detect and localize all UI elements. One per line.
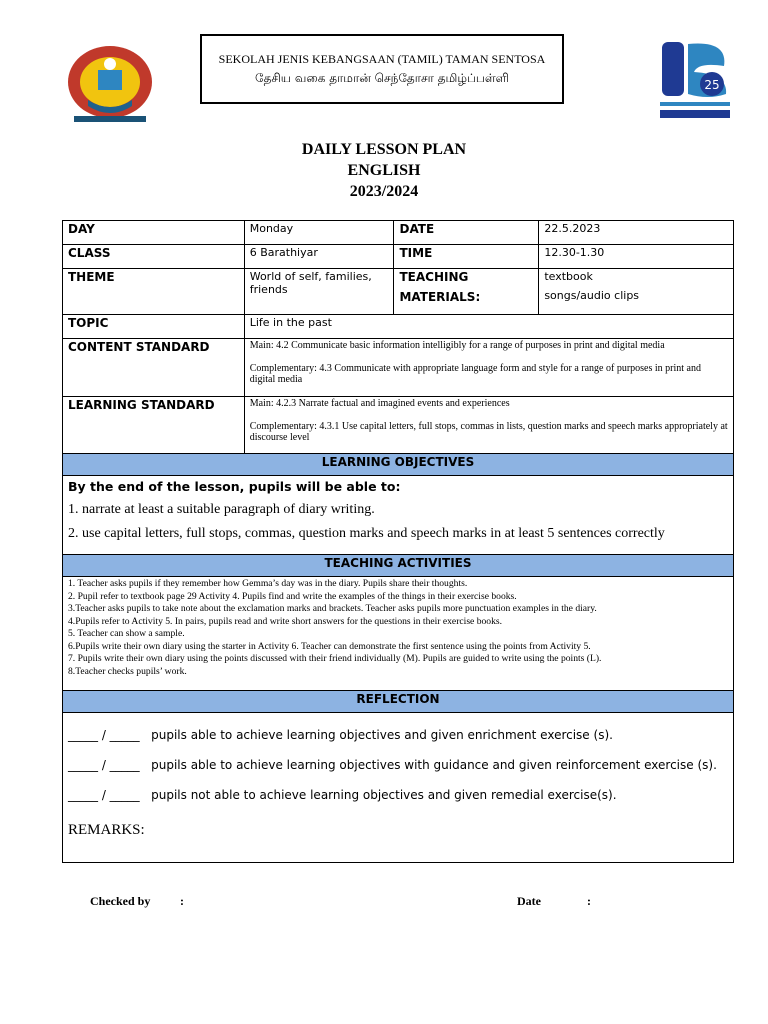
day-value: Monday — [244, 221, 394, 245]
lesson-plan-table — [62, 220, 734, 863]
objectives-heading: LEARNING OBJECTIVES — [63, 454, 734, 476]
activity-item: 2. Pupil refer to textbook page 29 Activity 4. Pupils find and write the examples of the things in their exercise books. — [68, 590, 517, 602]
activity-item: 3.Teacher asks pupils to take note about the exclamation marks and brackets. Teacher asks pupils more punctuation examples in the diary. — [68, 603, 597, 614]
reflection-blank: _____ / _____ — [68, 758, 140, 772]
school-crest-logo — [60, 42, 160, 126]
doc-subject: ENGLISH — [347, 162, 421, 179]
reflection-heading: REFLECTION — [63, 691, 734, 713]
content-standard-complementary: Complementary: 4.3 Communicate with appropriate language form and style for a range of purposes in print and digital media — [249, 363, 701, 385]
materials-value-1: textbook — [544, 270, 593, 283]
materials-value — [539, 269, 734, 315]
materials-label-line2: MATERIALS: — [399, 290, 481, 304]
reflection-body — [63, 713, 734, 863]
school-name-malay: SEKOLAH JENIS KEBANGSAAN (TAMIL) TAMAN SENTOSA — [218, 52, 546, 66]
school-name-box — [200, 34, 564, 104]
school-name-tamil: தேசிய வகை தாமான் செந்தோசா தமிழ்ப்பள்ளி — [255, 71, 509, 85]
reflection-line — [68, 788, 728, 802]
day-label: DAY — [63, 221, 245, 245]
content-standard-label: CONTENT STANDARD — [63, 339, 245, 397]
time-label: TIME — [394, 245, 539, 269]
objective-item: 2. use capital letters, full stops, commas, question marks and speech marks in at least 5 sentences correctly — [68, 526, 665, 541]
doc-title: DAILY LESSON PLAN — [301, 141, 467, 158]
learning-standard-value — [244, 397, 733, 454]
time-value: 12.30-1.30 — [539, 245, 734, 269]
reflection-text: pupils able to achieve learning objectives with guidance and given reinforcement exercise (s). — [151, 758, 717, 772]
reflection-blank: _____ / _____ — [68, 788, 140, 802]
theme-label: THEME — [63, 269, 245, 315]
activity-item: 5. Teacher can show a sample. — [68, 628, 185, 639]
reflection-line — [68, 728, 728, 742]
reflection-text: pupils not able to achieve learning objectives and given remedial exercise(s). — [151, 788, 617, 802]
activities-heading: TEACHING ACTIVITIES — [63, 555, 734, 577]
remarks-label: REMARKS: — [68, 822, 145, 838]
topic-value: Life in the past — [244, 315, 733, 339]
materials-label — [394, 269, 539, 315]
reflection-blank: _____ / _____ — [68, 728, 140, 742]
date-value: 22.5.2023 — [539, 221, 734, 245]
checked-by-colon: : — [180, 894, 184, 908]
activity-item: 8.Teacher checks pupils’ work. — [68, 665, 187, 677]
objective-item: 1. narrate at least a suitable paragraph of diary writing. — [68, 502, 375, 517]
logo-number: 25 — [704, 78, 720, 92]
date-footer-label: Date — [517, 894, 541, 908]
anniversary-25-logo — [658, 36, 732, 122]
checked-by-label: Checked by — [90, 894, 151, 908]
content-standard-value — [244, 339, 733, 397]
reflection-line — [68, 758, 728, 772]
objectives-body — [63, 476, 734, 555]
class-value: 6 Barathiyar — [244, 245, 394, 269]
learning-standard-complementary: Complementary: 4.3.1 Use capital letters, full stops, commas in lists, question marks and speech marks appropriately at discourse level — [249, 421, 728, 443]
reflection-text: pupils able to achieve learning objectives and given enrichment exercise (s). — [151, 728, 613, 742]
activity-item: 4.Pupils refer to Activity 5. In pairs, pupils read and write short answers for the questions in their exercise books. — [68, 615, 503, 627]
materials-value-2: songs/audio clips — [544, 289, 640, 302]
topic-label: TOPIC — [63, 315, 245, 339]
theme-value: World of self, families, friends — [244, 269, 394, 315]
activity-item: 1. Teacher asks pupils if they remember how Gemma’s day was in the diary. Pupils share their thoughts. — [68, 578, 468, 589]
learning-standard-main: Main: 4.2.3 Narrate factual and imagined events and experiences — [249, 398, 510, 409]
content-standard-main: Main: 4.2 Communicate basic information intelligibly for a range of purposes in print and digital media — [249, 340, 665, 351]
date-footer-colon: : — [587, 894, 591, 908]
activities-body — [63, 577, 734, 691]
activity-item: 7. Pupils write their own diary using the points discussed with their friend individually (M). Pupils are guided to write using the points (L). — [68, 653, 602, 664]
date-label: DATE — [394, 221, 539, 245]
learning-standard-label: LEARNING STANDARD — [63, 397, 245, 454]
materials-label-line1: TEACHING — [399, 270, 469, 284]
doc-year: 2023/2024 — [349, 183, 419, 200]
class-label: CLASS — [63, 245, 245, 269]
activity-item: 6.Pupils write their own diary using the starter in Activity 6. Teacher can demonstrate the first sentence using the points from Activity 5. — [68, 640, 591, 652]
objectives-intro: By the end of the lesson, pupils will be able to: — [68, 479, 401, 494]
